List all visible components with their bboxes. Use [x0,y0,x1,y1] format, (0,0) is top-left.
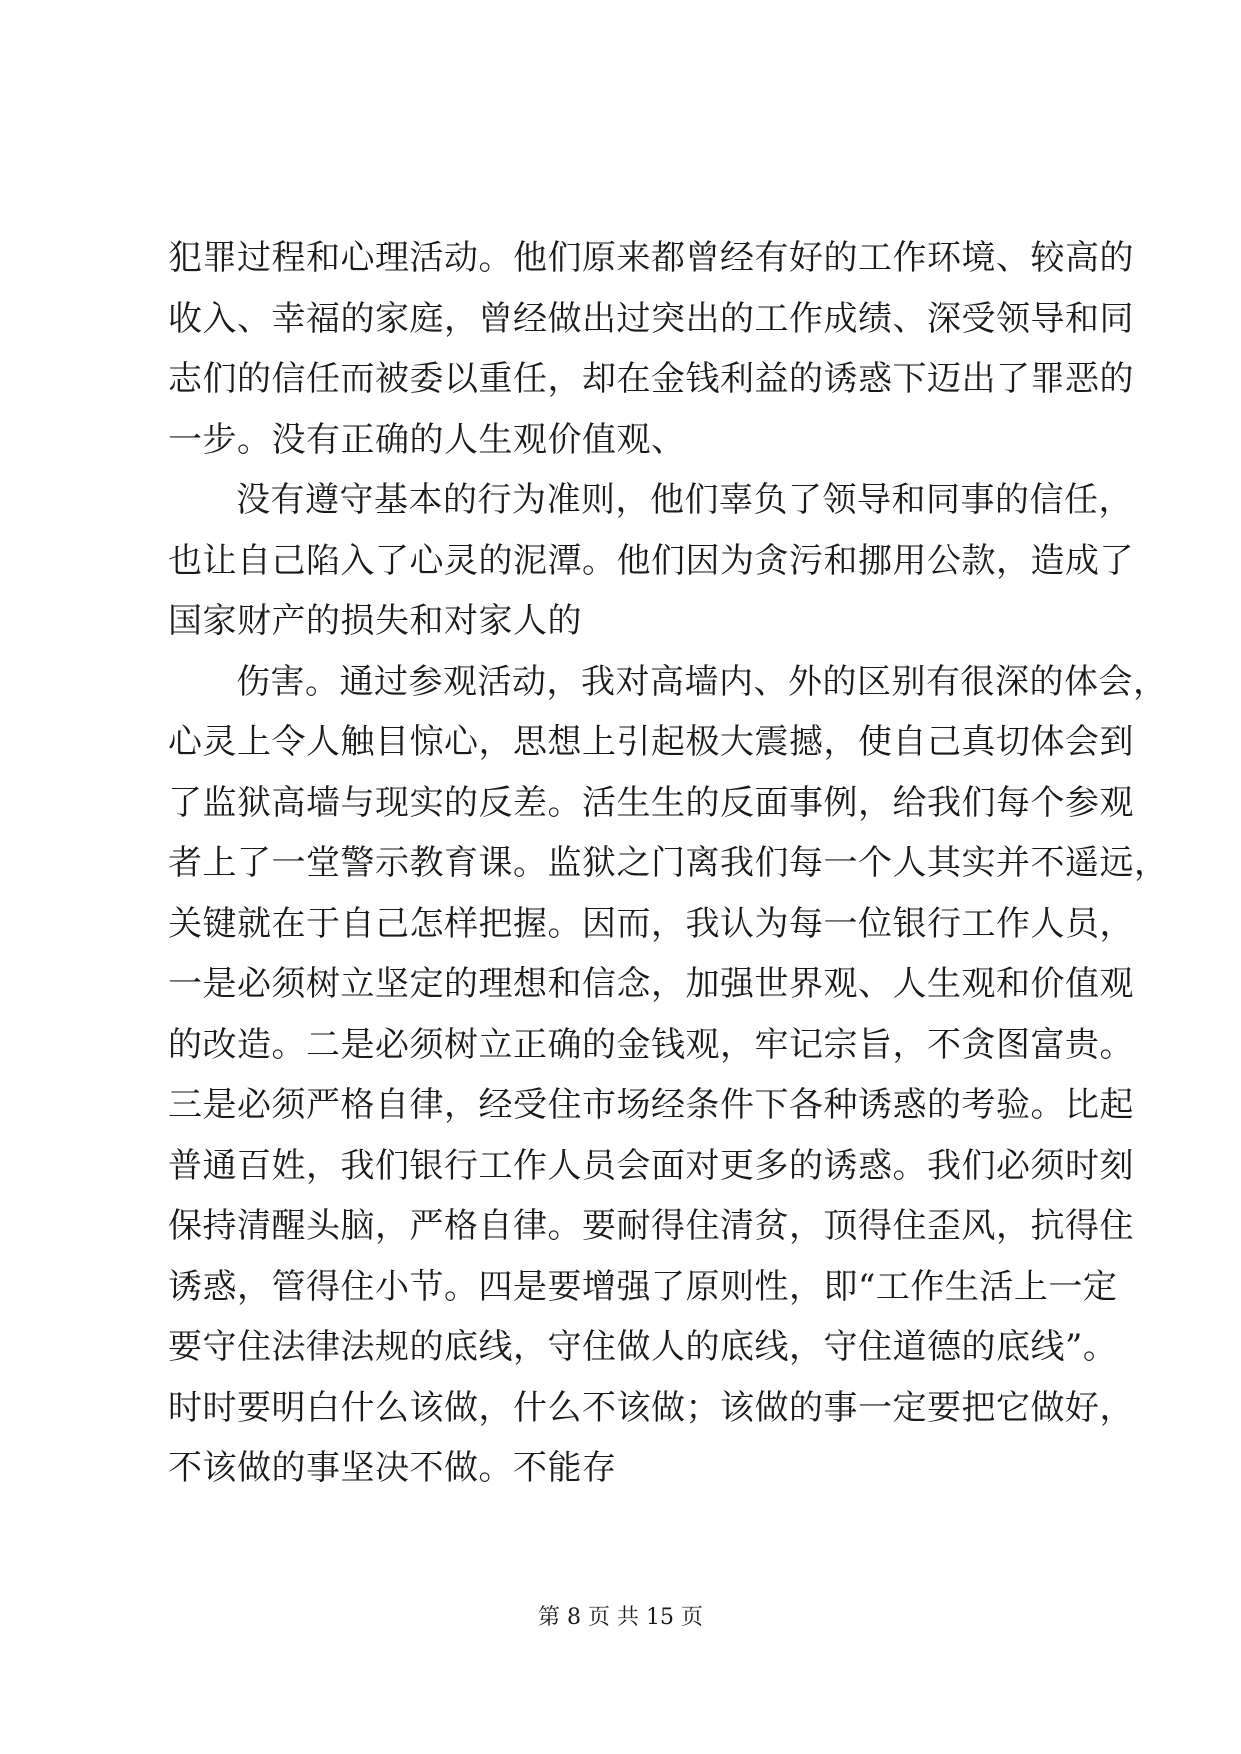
paragraph-first-line: 伤害。通过参观活动，我对高墙内、外的区别有很深的体会， [236,661,1168,702]
text-line: 时时要明白什么该做，什么不该做；该做的事一定要把它做好， [168,1387,1134,1428]
text-line: 的改造。二是必须树立正确的金钱观，牢记宗旨，不贪图富贵。 [168,1024,1134,1065]
text-line: 一步。没有正确的人生观价值观、 [168,419,686,460]
page-number-footer: 第 8 页 共 15 页 [538,1605,703,1630]
text-line: 了监狱高墙与现实的反差。活生生的反面事例，给我们每个参观 [168,782,1134,823]
text-line: 要守住法律法规的底线，守住做人的底线，守住道德的底线”。 [168,1327,1118,1367]
text-line: 保持清醒头脑，严格自律。要耐得住清贫，顶得住歪风，抗得住 [168,1206,1134,1246]
text-line: 不该做的事坚决不做。不能存 [168,1448,617,1488]
text-line: 心灵上令人触目惊心，思想上引起极大震撼，使自己真切体会到 [168,722,1134,762]
text-line: 三是必须严格自律，经受住市场经条件下各种诱惑的考验。比起 [168,1085,1134,1125]
text-line: 关键就在于自己怎样把握。因而，我认为每一位银行工作人员， [168,903,1134,944]
body-text [168,228,1169,1499]
text-line: 收入、幸福的家庭，曾经做出过突出的工作成绩、深受领导和同 [168,298,1134,339]
text-line: 犯罪过程和心理活动。他们原来都曾经有好的工作环境、较高的 [168,238,1134,278]
text-line: 普通百姓，我们银行工作人员会面对更多的诱惑。我们必须时刻 [168,1145,1134,1186]
text-line: 国家财产的损失和对家人的 [168,601,582,641]
text-line: 也让自己陷入了心灵的泥潭。他们因为贪污和挪用公款，造成了 [168,540,1134,581]
text-line: 志们的信任而被委以重任，却在金钱利益的诱惑下迈出了罪恶的 [168,359,1134,399]
paragraph-first-line: 没有遵守基本的行为准则，他们辜负了领导和同事的信任， [236,480,1133,520]
text-line: 一是必须树立坚定的理想和信念，加强世界观、人生观和价值观 [168,964,1134,1004]
text-line: 诱惑，管得住小节。四是要增强了原则性，即“工作生活上一定 [168,1266,1118,1307]
text-line: 者上了一堂警示教育课。监狱之门离我们每一个人其实并不遥远， [168,843,1169,883]
